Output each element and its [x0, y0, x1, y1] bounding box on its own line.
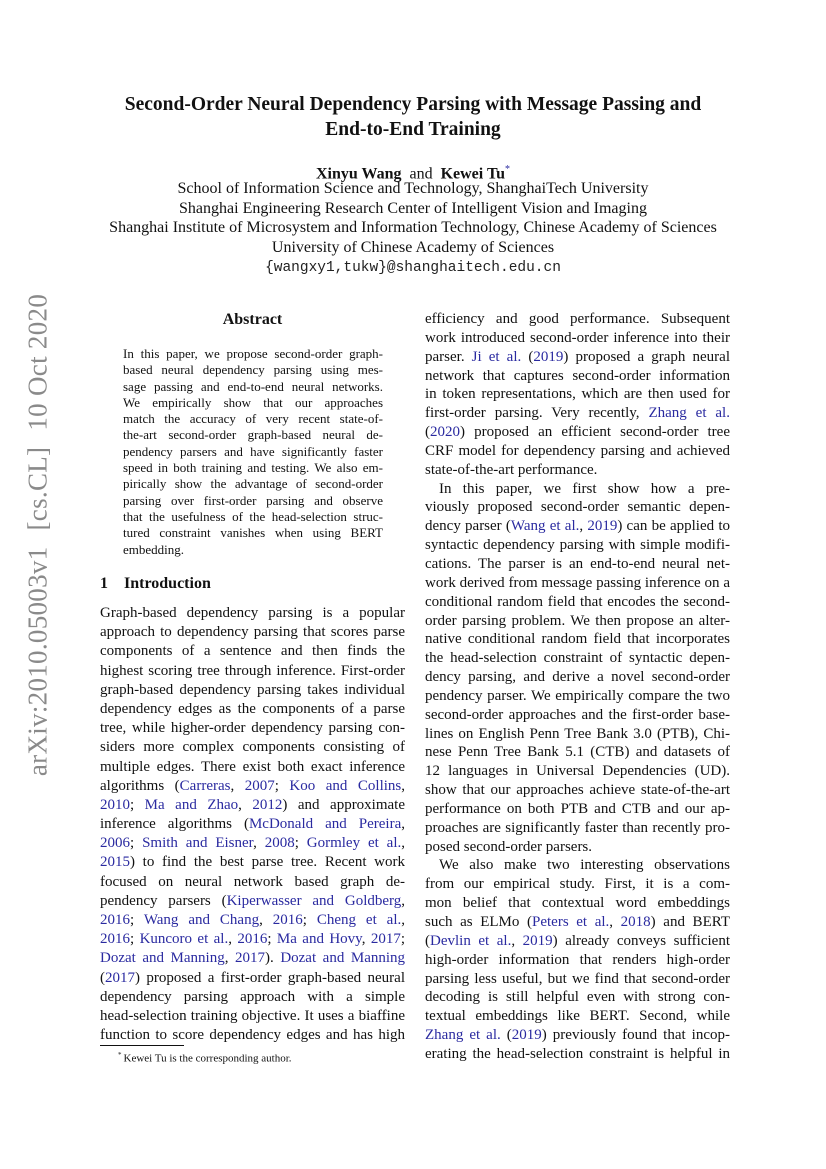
citation-link[interactable]: Zhang et al. [425, 1027, 501, 1044]
citation-link[interactable]: Wang et al. [510, 518, 580, 535]
text-line: pirically show the advantage of second-order [123, 476, 383, 492]
text-line: focused on neural network based graph de- [100, 873, 405, 890]
text-line: (2020) proposed an efficient second-order tree [425, 424, 730, 441]
arxiv-date: 10 Oct 2020 [22, 293, 53, 431]
text-line: 2015) to find the best parse tree. Recent work [100, 854, 405, 871]
text-line: Graph-based dependency parsing is a popular [100, 605, 405, 621]
footnote-divider [100, 1045, 184, 1046]
text-line: textual embeddings like BERT. Second, while [425, 1008, 730, 1025]
paragraph [425, 856, 730, 1063]
text-line: In this paper, we first show how a pre- [439, 480, 730, 497]
citation-link[interactable]: 2012 [252, 796, 283, 813]
text-line: approach to dependency parsing that scores parse [100, 624, 405, 641]
text-line: parsing less useful, but we find that second-order [425, 970, 730, 987]
text-line: 12 languages in Universal Dependencies (UD). [425, 763, 730, 780]
text-line: Dozat and Manning, 2017). Dozat and Manning [100, 950, 405, 967]
text-line: match the accuracy of very recent state-of- [123, 411, 383, 427]
abstract-body [123, 346, 383, 558]
affiliation: School of Information Science and Technology, ShanghaiTech University [177, 180, 649, 197]
abstract-heading: Abstract [222, 311, 283, 328]
citation-link[interactable]: 2018 [620, 914, 651, 930]
text-line: based neural dependency parsing using mes- [123, 362, 383, 378]
text-line: the-art second-order graph-based neural de- [123, 427, 383, 443]
citation-link[interactable]: Ma and Hovy [276, 931, 362, 948]
citation-link[interactable]: 2008 [264, 835, 295, 852]
citation-link[interactable]: Wang and Chang [143, 912, 260, 928]
section-title: Introduction [124, 575, 211, 592]
footnote [118, 1048, 292, 1066]
affiliation: Shanghai Engineering Research Center of Intelligent Vision and Imaging [179, 199, 647, 217]
section-heading-introduction [100, 574, 211, 594]
citation-link[interactable]: Gormley et al. [306, 835, 402, 852]
citation-link[interactable]: Koo and Collins [289, 777, 402, 794]
citation-link[interactable]: 2006 [100, 835, 130, 852]
text-line: Zhang et al. (2019) previously found that incop- [425, 1027, 730, 1044]
author-conjunction: and [409, 165, 433, 183]
text-line: tree, while higher-order dependency parsing con- [100, 720, 405, 737]
arxiv-category: [cs.CL] [22, 446, 53, 531]
citation-link[interactable]: 2017 [370, 931, 401, 948]
text-line: erating the head-selection constraint is helpful in [425, 1045, 730, 1062]
title-line: Second-Order Neural Dependency Parsing with Message Passing and [124, 94, 702, 115]
citation-link[interactable]: 2019 [533, 348, 564, 365]
citation-link[interactable]: Devlin et al. [430, 932, 512, 949]
citation-link[interactable]: Peters et al. [532, 914, 610, 930]
text-line: the head-selection constraint of syntactic depen- [425, 650, 730, 667]
text-line: graph-based dependency parsing takes individual [100, 681, 405, 698]
left-column-body [100, 604, 405, 1045]
citation-link[interactable]: Dozat and Manning [280, 950, 405, 967]
footnote-mark-link[interactable]: * [505, 164, 511, 175]
text-line: siders more complex components consisting of [100, 739, 405, 756]
text-line: that the usefulness of the head-selection struc- [123, 508, 383, 524]
text-line: viously proposed second-order semantic depen- [425, 499, 730, 516]
text-line: parser. Ji et al. (2019) proposed a graph neural [425, 348, 730, 365]
text-line: sage passing and end-to-end neural networks. [123, 378, 383, 394]
text-line: cations. The parser is an end-to-end neural net- [425, 555, 730, 572]
text-line: speed in both training and testing. We also em- [123, 460, 383, 476]
citation-link[interactable]: 2015 [100, 854, 130, 871]
text-line: dency parsing, and derive a novel second-order [425, 669, 730, 686]
citation-link[interactable]: Kiperwasser and Goldberg [226, 892, 402, 909]
paragraph [425, 480, 730, 857]
text-line: CRF model for dependency parsing and achieved [425, 442, 730, 459]
citation-link[interactable]: Ma and Zhao [144, 796, 239, 813]
text-line: conditional random field that encodes the second- [425, 593, 730, 610]
text-line: 2006; Smith and Eisner, 2008; Gormley et al., [100, 835, 405, 852]
text-line: embedding. [123, 541, 185, 557]
citation-link[interactable]: 2019 [587, 518, 618, 535]
text-line: syntactic dependency parsing with simple modifi- [425, 537, 730, 554]
text-line: network that captures second-order information [425, 367, 730, 384]
text-line: decoding is still helpful even with strong con- [425, 989, 730, 1006]
citation-link[interactable]: 2017 [105, 969, 135, 986]
arxiv-stamp [23, 286, 54, 784]
text-line: inference algorithms (McDonald and Pereira, [100, 816, 405, 833]
text-line: dependency parsing approach with a simple [100, 988, 405, 1005]
text-line: second-order approaches and the first-order base- [425, 706, 730, 723]
text-line: We empirically show that our approaches [123, 394, 383, 410]
author-name: Xinyu Wang [315, 165, 402, 183]
text-line: native conditional random field that incorporates [425, 631, 730, 648]
text-line: dency parser (Wang et al., 2019) can be applied to [425, 518, 730, 535]
paragraph [425, 310, 730, 480]
title-line: End-to-End Training [325, 119, 501, 140]
arxiv-id: arXiv:2010.05003v1 [22, 546, 53, 777]
text-line: multiple edges. There exist both exact inference [100, 758, 405, 775]
footnote-mark: * [118, 1051, 122, 1059]
text-line: function to score dependency edges and has high [100, 1027, 405, 1044]
citation-link[interactable]: 2017 [235, 950, 266, 967]
text-line: pendency parsers (Kiperwasser and Goldberg, [100, 892, 405, 909]
footnote-text: Kewei Tu is the corresponding author. [123, 1052, 292, 1065]
citation-link[interactable]: Dozat and Manning [100, 950, 225, 967]
text-line: mon belief that contextual word embeddings [425, 895, 730, 912]
text-line: from our empirical study. First, it is a com- [425, 876, 730, 893]
citation-link[interactable]: Carreras [179, 777, 231, 794]
text-line: high-order information that renders high-order [425, 951, 730, 968]
citation-link[interactable]: McDonald and Pereira [248, 816, 402, 833]
text-line: (Devlin et al., 2019) already conveys sufficient [425, 932, 730, 949]
text-line: posed second-order parsers. [425, 838, 593, 855]
author-email: {wangxy1,tukw}@shanghaitech.edu.cn [265, 260, 561, 276]
text-line: first-order parsing. Very recently, Zhang et al. [425, 405, 730, 422]
citation-link[interactable]: 2016 [237, 931, 268, 948]
text-line: lines on English Penn Tree Bank 3.0 (PTB), Chi- [425, 725, 730, 742]
paper-title [0, 92, 826, 142]
text-line: nese Penn Tree Bank 5.1 (CTB) and datasets of [425, 744, 730, 761]
citation-link[interactable]: Cheng et al. [316, 912, 402, 928]
citation-link[interactable]: Zhang et al. [648, 405, 730, 422]
text-line: state-of-the-art performance. [425, 461, 598, 478]
text-line: (2017) proposed a first-order graph-based neural [100, 969, 405, 986]
text-line: 2016; Kuncoro et al., 2016; Ma and Hovy, 2017; [100, 931, 405, 948]
text-line: In this paper, we propose second-order graph- [123, 346, 383, 361]
citation-link[interactable]: 2016 [100, 912, 130, 928]
citation-link[interactable]: Smith and Eisner [142, 835, 254, 852]
text-line: parsing over first-order parsing and observe [123, 492, 383, 508]
affiliation: University of Chinese Academy of Sciences [271, 238, 555, 256]
paragraph [100, 604, 405, 1045]
text-line: work derived from message passing inference on a [425, 574, 730, 591]
citation-link[interactable]: 2007 [244, 777, 275, 794]
citation-link[interactable]: 2019 [522, 932, 553, 949]
affiliation: Shanghai Institute of Microsystem and Information Technology, Chinese Academy of Sciences [109, 219, 717, 237]
text-line: 2010; Ma and Zhao, 2012) and approximate [100, 796, 405, 813]
affiliations [0, 179, 826, 257]
text-line: head-selection training objective. It uses a biaffine [100, 1007, 405, 1024]
section-number: 1 [100, 575, 108, 592]
text-line: order parsing problem. We then propose an alter- [425, 612, 730, 629]
text-line: highest scoring tree through inference. First-order [100, 662, 405, 679]
text-line: show that our approaches achieve state-of-the-art [425, 782, 730, 799]
author-name: Kewei Tu [440, 165, 506, 183]
text-line: algorithms (Carreras, 2007; Koo and Collins, [100, 777, 405, 794]
right-column-body [425, 310, 730, 1064]
citation-link[interactable]: 2020 [430, 424, 460, 441]
text-line: 2016; Wang and Chang, 2016; Cheng et al., [100, 912, 405, 928]
text-line: in token representations, which are then used for [425, 386, 730, 403]
text-line: dependency edges as the components of a parse [100, 700, 405, 717]
text-line: work introduced second-order inference into their [425, 329, 730, 346]
text-line: proaches are significantly faster than recently pro- [425, 819, 730, 836]
citation-link[interactable]: 2010 [100, 796, 130, 813]
citation-link[interactable]: 2016 [100, 931, 130, 948]
paragraph [123, 346, 383, 558]
citation-link[interactable]: Ji et al. [471, 348, 522, 365]
text-line: tured constraint vanishes when using BERT [123, 525, 383, 541]
text-line: We also make two interesting observations [439, 857, 730, 874]
text-line: pendency parsers and have significantly faster [123, 443, 383, 459]
text-line: such as ELMo (Peters et al., 2018) and BERT [425, 914, 730, 930]
citation-link[interactable]: 2019 [511, 1027, 542, 1044]
citation-link[interactable]: 2016 [272, 912, 303, 928]
text-line: components of a sentence and then finds the [100, 643, 405, 660]
text-line: performance on both PTB and CTB and our ap- [425, 800, 730, 817]
citation-link[interactable]: Kuncoro et al. [139, 931, 229, 948]
text-line: pendency parser. We empirically compare the two [425, 687, 730, 704]
text-line: efficiency and good performance. Subsequent [425, 311, 730, 327]
